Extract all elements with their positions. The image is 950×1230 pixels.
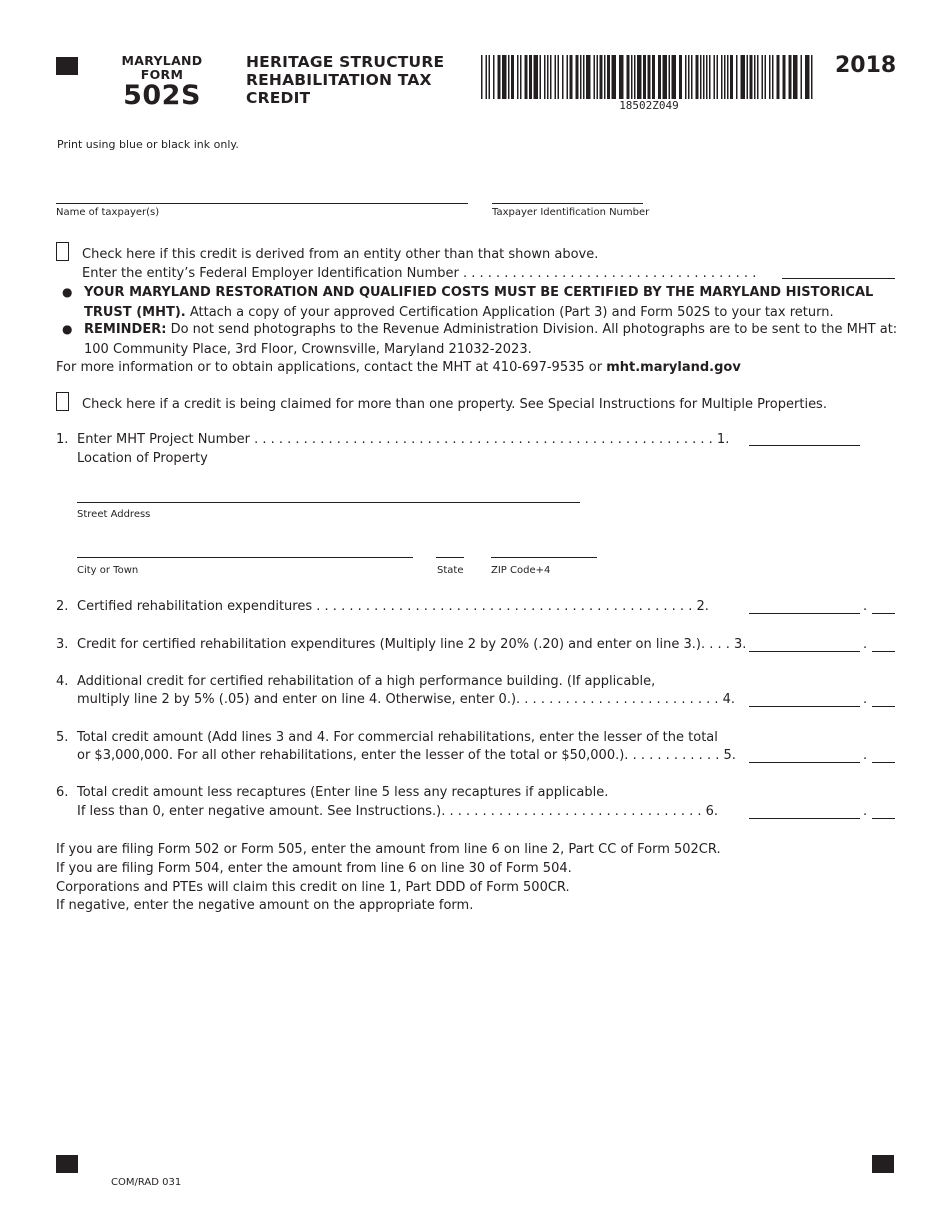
line-3-cents-field[interactable]	[872, 651, 895, 652]
line-6-decimal: .	[863, 804, 868, 819]
line-4-cents-field[interactable]	[872, 706, 895, 707]
bullet-2: ●	[62, 322, 73, 336]
line-3-label: Credit for certified rehabilitation expenditures (Multiply line 2 by 20% (.20) and enter on line 3.). . . . 3.	[77, 637, 747, 652]
mht-website-link[interactable]: mht.maryland.gov	[606, 360, 741, 375]
multiple-properties-checkbox[interactable]	[56, 392, 69, 411]
state-label: State	[437, 565, 464, 576]
line-6-cents-field[interactable]	[872, 818, 895, 819]
line-2-text: Certified rehabilitation expenditures	[77, 599, 313, 614]
line-4-decimal: .	[863, 692, 868, 707]
line-6-dollars-field[interactable]	[749, 818, 860, 819]
line-3-dollars-field[interactable]	[749, 651, 860, 652]
multiple-properties-text: Check here if a credit is being claimed for more than one property. See Special Instructions for Multiple Properties.	[82, 397, 827, 412]
entity-check-text: Check here if this credit is derived from an entity other than that shown above.	[82, 247, 599, 262]
filing-note-4: If negative, enter the negative amount on the appropriate form.	[56, 898, 474, 914]
line-3-decimal: .	[863, 637, 868, 652]
registration-mark-bottom-right	[872, 1155, 894, 1173]
line-5-label-2: or $3,000,000. For all other rehabilitations, enter the lesser of the total or $50,000.). . . . . . . . . . . . 5.	[77, 748, 736, 763]
barcode	[481, 55, 817, 99]
line-1-ref: 1.	[716, 432, 730, 447]
entity-checkbox[interactable]	[56, 242, 69, 261]
registration-mark-top-left	[56, 57, 78, 75]
certification-notice-trust: TRUST (MHT).	[84, 305, 186, 320]
tax-year: 2018	[835, 53, 897, 78]
line-4-label-1: Additional credit for certified rehabilitation of a high performance building. (If applicable,	[77, 674, 656, 689]
line-2-label	[77, 599, 709, 614]
form-number: 502S	[123, 80, 201, 111]
registration-mark-bottom-left	[56, 1155, 78, 1173]
title-line-3: CREDIT	[246, 89, 311, 107]
mht-address: 100 Community Place, 3rd Floor, Crownsville, Maryland 21032-2023.	[84, 342, 532, 357]
line-1-number: 1.	[56, 432, 69, 447]
tin-field[interactable]	[492, 203, 643, 204]
line-2-dollars-field[interactable]	[749, 613, 860, 614]
certification-notice-attach: Attach a copy of your approved Certification Application (Part 3) and Form 502S to your tax return.	[185, 305, 834, 320]
reminder-text: Do not send photographs to the Revenue Administration Division. All photographs are to be sent to the MHT at:	[166, 322, 898, 337]
title-line-1: HERITAGE STRUCTURE	[246, 53, 445, 71]
header-form-word: FORM	[140, 67, 184, 82]
taxpayer-name-field[interactable]	[56, 203, 468, 204]
entity-fein-text: Enter the entity’s Federal Employer Identification Number	[82, 266, 459, 281]
line-5-number: 5.	[56, 730, 69, 745]
mht-project-number-field[interactable]	[749, 445, 860, 446]
line-5-cents-field[interactable]	[872, 762, 895, 763]
certification-notice-line-1: YOUR MARYLAND RESTORATION AND QUALIFIED COSTS MUST BE CERTIFIED BY THE MARYLAND HISTORICAL	[84, 285, 874, 300]
reminder-notice	[84, 322, 897, 357]
line-5-label-1: Total credit amount (Add lines 3 and 4. For commercial rehabilitations, enter the lesser of the total	[77, 730, 718, 745]
filing-instructions	[56, 841, 721, 916]
line-2-number: 2.	[56, 599, 69, 614]
city-field[interactable]	[77, 557, 413, 558]
form-title	[246, 53, 444, 107]
line-2-cents-field[interactable]	[872, 613, 895, 614]
entity-fein-dots: . . . . . . . . . . . . . . . . . . . . . . . . . . . . . . . . . . . .	[462, 266, 757, 281]
street-address-field[interactable]	[77, 502, 580, 503]
line-4-dollars-field[interactable]	[749, 706, 860, 707]
filing-note-3: Corporations and PTEs will claim this credit on line 1, Part DDD of Form 500CR.	[56, 879, 570, 895]
more-info	[56, 360, 741, 375]
line-2-decimal: .	[863, 599, 868, 614]
tin-label: Taxpayer Identification Number	[492, 207, 650, 218]
line-4-number: 4.	[56, 674, 69, 689]
zip-field[interactable]	[491, 557, 597, 558]
certification-notice	[84, 285, 873, 320]
title-line-2: REHABILITATION TAX	[246, 71, 432, 89]
line-5-dollars-field[interactable]	[749, 762, 860, 763]
line-5-decimal: .	[863, 748, 868, 763]
line-1-text: Enter MHT Project Number	[77, 432, 250, 447]
bullet-1: ●	[62, 285, 73, 299]
city-label: City or Town	[77, 565, 139, 576]
line-4-label-2: multiply line 2 by 5% (.05) and enter on line 4. Otherwise, enter 0.). . . . . . . . . . . . . . . . . . . . . . . . . 4.	[77, 692, 736, 707]
barcode-number: 18502Z049	[619, 99, 679, 112]
header-state: MARYLAND	[121, 53, 203, 68]
ink-note: Print using blue or black ink only.	[57, 138, 239, 151]
entity-fein-field[interactable]	[782, 278, 895, 279]
reminder-label: REMINDER:	[84, 322, 167, 337]
location-of-property: Location of Property	[77, 451, 208, 466]
line-6-label-1: Total credit amount less recaptures (Enter line 5 less any recaptures if applicable.	[77, 785, 609, 800]
state-field[interactable]	[436, 557, 464, 558]
line-2-dots: . . . . . . . . . . . . . . . . . . . . . . . . . . . . . . . . . . . . . . . . . . . . . .	[316, 599, 693, 614]
entity-fein-label	[82, 266, 756, 281]
line-1-dots: . . . . . . . . . . . . . . . . . . . . . . . . . . . . . . . . . . . . . . . . . . . . . . . . . . . . . . . .	[254, 432, 713, 447]
filing-note-1: If you are filing Form 502 or Form 505, enter the amount from line 6 on line 2, Part CC of Form 502CR.	[56, 842, 721, 857]
zip-label: ZIP Code+4	[491, 565, 551, 576]
line-2-ref: 2.	[696, 599, 709, 614]
line-1-label	[77, 432, 729, 447]
line-6-label-2: If less than 0, enter negative amount. See Instructions.). . . . . . . . . . . . . . . . . . . . . . . . . . . . . . . . 6.	[77, 804, 719, 819]
line-3-number: 3.	[56, 637, 69, 652]
form-code: COM/RAD 031	[111, 1177, 182, 1188]
taxpayer-name-label: Name of taxpayer(s)	[56, 207, 160, 218]
line-6-number: 6.	[56, 785, 69, 800]
filing-note-2: If you are filing Form 504, enter the amount from line 6 on line 30 of Form 504.	[56, 860, 572, 876]
street-address-label: Street Address	[77, 509, 151, 520]
more-info-text: For more information or to obtain applications, contact the MHT at 410-697-9535 or	[56, 360, 607, 375]
